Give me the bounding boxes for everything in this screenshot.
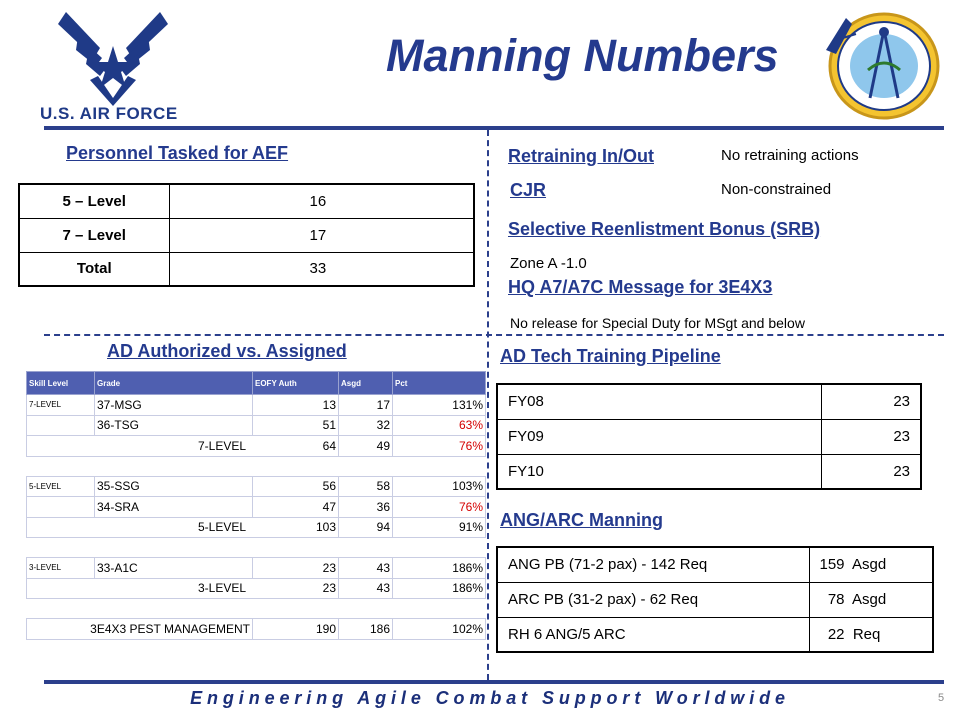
ang-value-cell: 159 Asgd [809, 547, 933, 582]
table-row [27, 558, 486, 579]
horizontal-divider [44, 334, 944, 337]
table-row [497, 617, 933, 652]
asgd-cell: 58 [339, 476, 393, 497]
total-label-cell: 3E4X3 PEST MANAGEMENT [27, 619, 253, 640]
skill-level-cell: 3-LEVEL [27, 558, 95, 579]
subtotal-label: 3-LEVEL [197, 581, 246, 596]
col-eofy-auth: EOFY Auth [253, 372, 339, 395]
ang-section-title: ANG/ARC Manning [500, 510, 663, 530]
ang-value-cell: 78 Asgd [809, 582, 933, 617]
col-skill-level: Skill Level [27, 372, 95, 395]
subtotal-cell [27, 436, 339, 457]
aef-table [18, 183, 475, 287]
asgd-cell: 43 [339, 558, 393, 579]
footer-rule [44, 680, 944, 684]
table-row [19, 252, 474, 286]
retraining-title: Retraining In/Out [508, 146, 654, 166]
auth-cell: 64 [322, 438, 336, 453]
ang-label-cell: ANG PB (71-2 pax) - 142 Req [497, 547, 809, 582]
table-row [19, 218, 474, 252]
fiscal-year-cell: FY09 [497, 419, 821, 454]
aef-label: Total [19, 252, 169, 286]
pct-cell: 131% [393, 395, 486, 416]
srb-title: Selective Reenlistment Bonus (SRB) [508, 219, 821, 239]
pipeline-count-cell: 23 [821, 384, 921, 419]
skill-level-cell [27, 497, 95, 518]
subtotal-label: 5-LEVEL [197, 520, 246, 535]
subtotal-row [27, 517, 486, 538]
pct-cell: 76% [393, 497, 486, 518]
auth-cell: 103 [315, 520, 336, 535]
training-section-title: AD Tech Training Pipeline [500, 346, 721, 366]
auth-cell: 190 [253, 619, 339, 640]
auth-cell: 47 [253, 497, 339, 518]
auth-cell: 51 [253, 415, 339, 436]
aef-value: 33 [169, 252, 474, 286]
col-asgd: Asgd [339, 372, 393, 395]
auth-cell: 13 [253, 395, 339, 416]
pct-cell: 76% [393, 436, 486, 457]
table-row [27, 497, 486, 518]
aef-value: 16 [169, 184, 474, 218]
auth-cell: 56 [253, 476, 339, 497]
pct-cell: 103% [393, 476, 486, 497]
total-row [27, 619, 486, 640]
table-row [27, 476, 486, 497]
subtotal-row [27, 578, 486, 599]
ang-value-cell: 22 Req [809, 617, 933, 652]
header-rule [44, 126, 944, 130]
hq-message-title: HQ A7/A7C Message for 3E4X3 [508, 277, 773, 297]
subtotal-label: 7-LEVEL [197, 438, 246, 453]
aef-section-title: Personnel Tasked for AEF [66, 143, 289, 163]
skill-level-cell: 7-LEVEL [27, 395, 95, 416]
table-row [497, 547, 933, 582]
grade-cell: 35-SSG [95, 476, 253, 497]
asgd-cell: 186 [339, 619, 393, 640]
asgd-cell: 43 [339, 578, 393, 599]
pct-cell: 91% [393, 517, 486, 538]
fiscal-year-cell: FY08 [497, 384, 821, 419]
manning-table [26, 371, 486, 640]
air-force-wordmark: U.S. AIR FORCE [40, 104, 178, 123]
asgd-cell: 49 [339, 436, 393, 457]
spacer-row [27, 456, 486, 476]
asgd-cell: 94 [339, 517, 393, 538]
grade-cell: 33-A1C [95, 558, 253, 579]
table-row [497, 582, 933, 617]
aef-label: 7 – Level [19, 218, 169, 252]
table-header-row [27, 372, 486, 395]
page-title: Manning Numbers [386, 30, 779, 81]
table-row [27, 395, 486, 416]
asgd-cell: 32 [339, 415, 393, 436]
col-pct: Pct [393, 372, 486, 395]
table-row [497, 384, 921, 419]
pct-cell: 63% [393, 415, 486, 436]
pipeline-count-cell: 23 [821, 419, 921, 454]
pipeline-count-cell: 23 [821, 454, 921, 489]
pct-cell: 186% [393, 578, 486, 599]
skill-level-cell [27, 415, 95, 436]
grade-cell: 37-MSG [95, 395, 253, 416]
grade-cell: 36-TSG [95, 415, 253, 436]
vertical-divider [487, 130, 490, 680]
ang-label-cell: ARC PB (31-2 pax) - 62 Req [497, 582, 809, 617]
afcesa-emblem-icon [822, 10, 942, 122]
table-row [497, 419, 921, 454]
auth-cell: 23 [253, 558, 339, 579]
subtotal-cell [27, 517, 339, 538]
hq-message-text: No release for Special Duty for MSgt and below [510, 315, 805, 331]
skill-level-cell: 5-LEVEL [27, 476, 95, 497]
srb-text: Zone A -1.0 [510, 255, 587, 272]
asgd-cell: 36 [339, 497, 393, 518]
spacer-row [27, 538, 486, 558]
retraining-text: No retraining actions [721, 147, 859, 164]
table-row [27, 415, 486, 436]
page-number: 5 [938, 692, 945, 704]
auth-cell: 23 [322, 581, 336, 596]
table-row [497, 454, 921, 489]
grade-cell: 34-SRA [95, 497, 253, 518]
manning-section-title: AD Authorized vs. Assigned [107, 341, 347, 361]
pct-cell: 186% [393, 558, 486, 579]
cjr-title: CJR [510, 180, 547, 200]
table-row [19, 184, 474, 218]
ang-label-cell: RH 6 ANG/5 ARC [497, 617, 809, 652]
subtotal-cell [27, 578, 339, 599]
fiscal-year-cell: FY10 [497, 454, 821, 489]
footer-tagline: Engineering Agile Combat Support Worldwide [190, 688, 790, 708]
subtotal-row [27, 436, 486, 457]
spacer-row [27, 599, 486, 619]
asgd-cell: 17 [339, 395, 393, 416]
pct-cell: 102% [393, 619, 486, 640]
cjr-text: Non-constrained [721, 181, 832, 198]
aef-label: 5 – Level [19, 184, 169, 218]
col-grade: Grade [95, 372, 253, 395]
training-table [496, 383, 922, 490]
ang-table [496, 546, 934, 653]
aef-value: 17 [169, 218, 474, 252]
